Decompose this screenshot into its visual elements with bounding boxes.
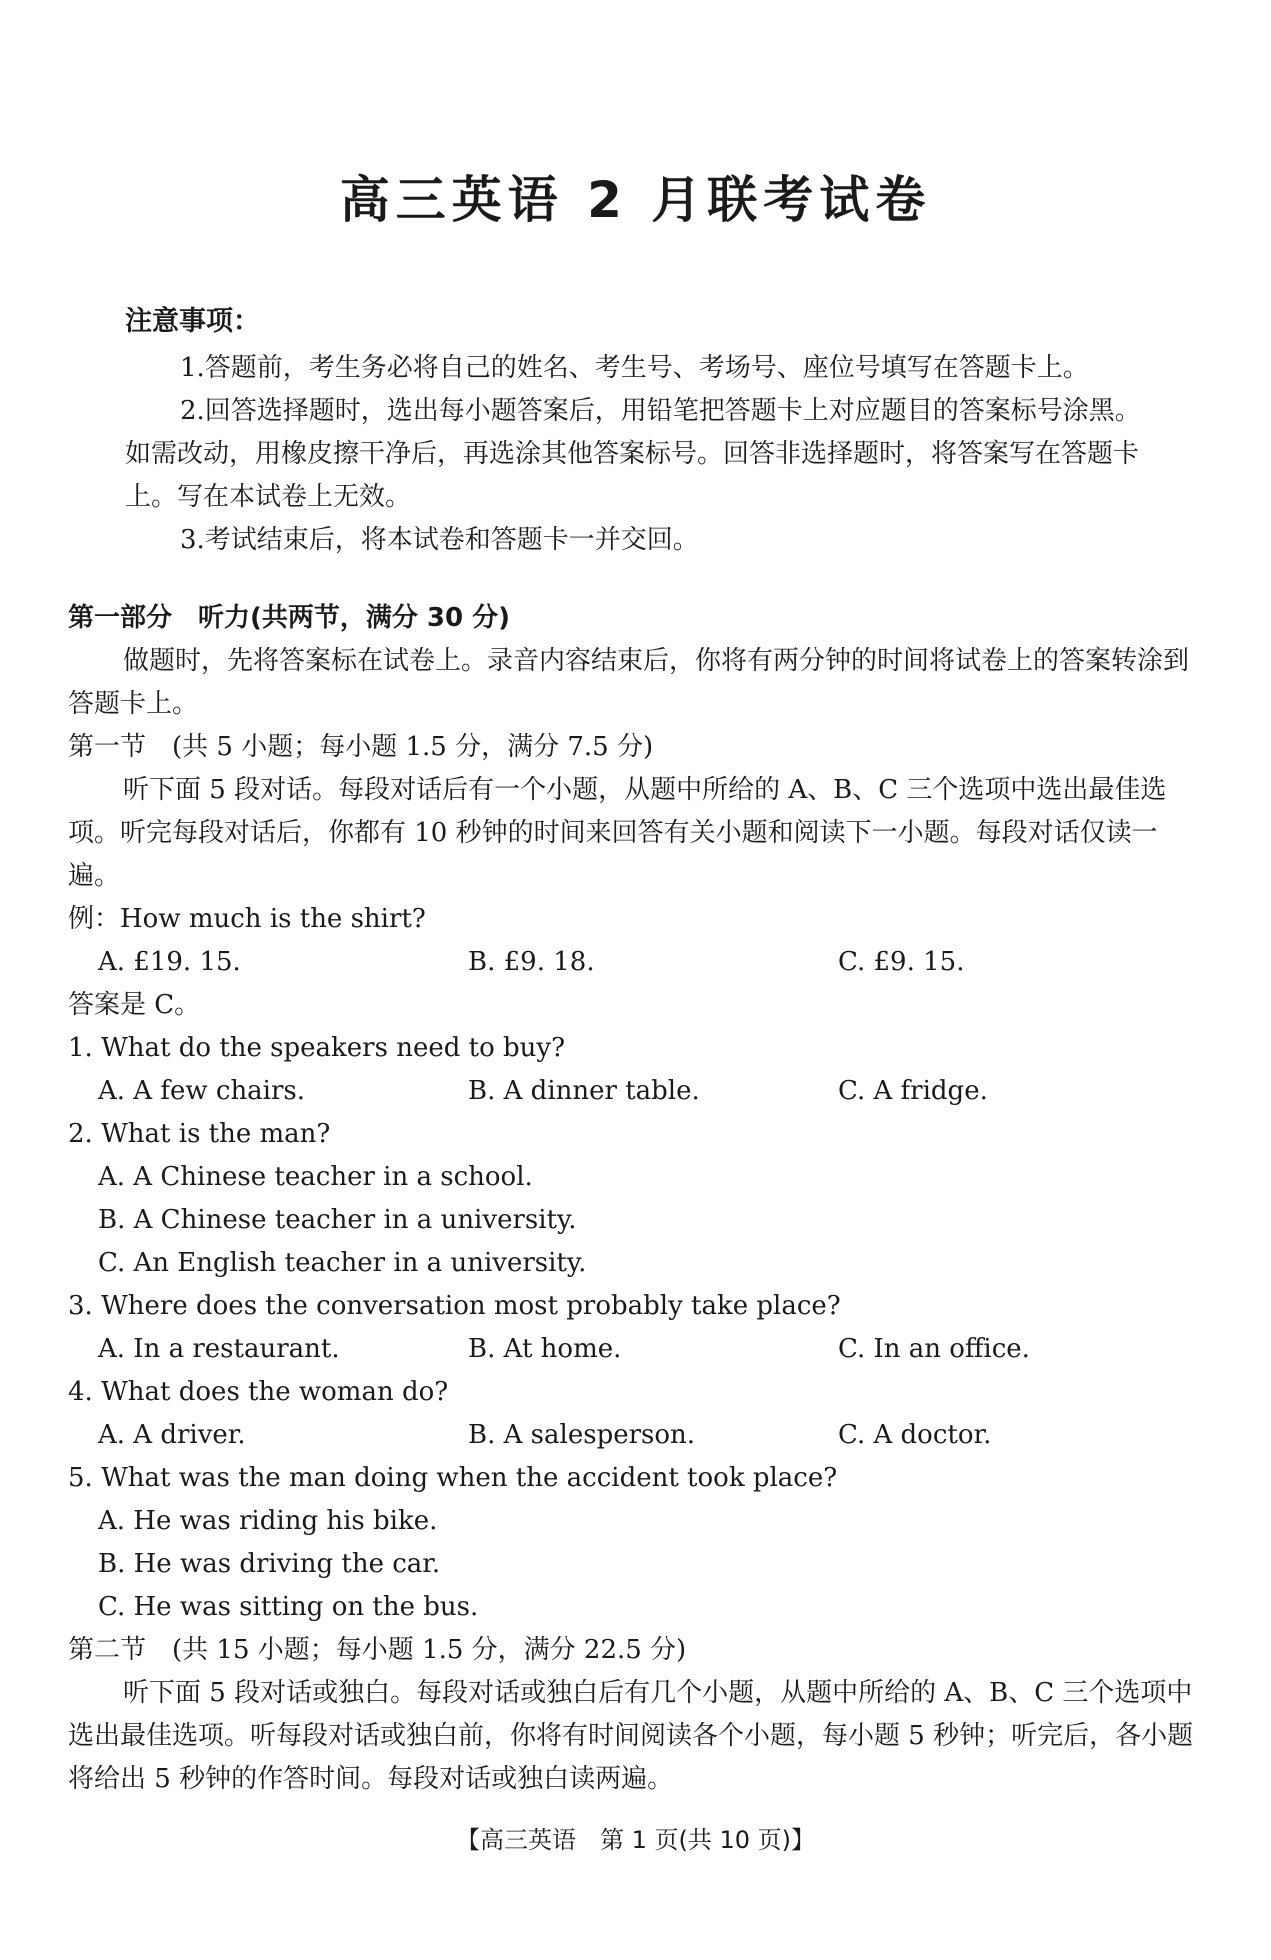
option: A. A driver. bbox=[98, 1420, 246, 1450]
section1-heading: 第一节 (共 5 小题；每小题 1.5 分，满分 7.5 分) bbox=[68, 732, 654, 762]
exam-body bbox=[68, 597, 1203, 1801]
notice-item: 1.答题前，考生务必将自己的姓名、考生号、考场号、座位号填写在答题卡上。 bbox=[180, 353, 1089, 383]
section2-instructions: 听下面 5 段对话或独白。每段对话或独白后有几个小题，从题中所给的 A、B、C 三个选项中选出最佳选项。听每段对话或独白前，你将有时间阅读各个小题，每小题 5 秒钟；听完后，各小题将给出 5 秒钟的作答时间。每段对话或独白读两遍。 bbox=[68, 1678, 1194, 1794]
page-footer: 【高三英语 第 1 页(共 10 页)】 bbox=[455, 1826, 816, 1854]
option: A. A few chairs. bbox=[98, 1076, 306, 1106]
example-question: 例：How much is the shirt? bbox=[68, 904, 426, 934]
example-options bbox=[68, 941, 1203, 984]
option: C. He was sitting on the bus. bbox=[98, 1592, 479, 1622]
option: A. He was riding his bike. bbox=[98, 1506, 438, 1536]
option: B. A Chinese teacher in a university. bbox=[98, 1205, 577, 1235]
option: C. In an office. bbox=[838, 1334, 1030, 1364]
notice-section bbox=[125, 300, 1145, 562]
option: C. £9. 15. bbox=[838, 947, 965, 977]
option: C. A doctor. bbox=[838, 1420, 992, 1450]
page-title: 高三英语 2 月联考试卷 bbox=[339, 171, 932, 229]
section2-heading: 第二节 (共 15 小题；每小题 1.5 分，满分 22.5 分) bbox=[68, 1635, 687, 1665]
question-text: 4. What does the woman do? bbox=[68, 1377, 449, 1407]
question-text: 5. What was the man doing when the accident took place? bbox=[68, 1463, 838, 1493]
example-answer: 答案是 C。 bbox=[68, 990, 201, 1020]
notice-item: 2.回答选择题时，选出每小题答案后，用铅笔把答题卡上对应题目的答案标号涂黑。如需改动，用橡皮擦干净后，再选涂其他答案标号。回答非选择题时，将答案写在答题卡上。写在本试卷上无效。 bbox=[125, 396, 1141, 512]
question-options bbox=[68, 1070, 1203, 1113]
option: C. A fridge. bbox=[838, 1076, 988, 1106]
part1-intro: 做题时，先将答案标在试卷上。录音内容结束后，你将有两分钟的时间将试卷上的答案转涂到答题卡上。 bbox=[68, 646, 1190, 719]
option: A. £19. 15. bbox=[98, 947, 241, 977]
question-options bbox=[68, 1414, 1203, 1457]
question-text: 1. What do the speakers need to buy? bbox=[68, 1033, 566, 1063]
option: B. At home. bbox=[468, 1334, 622, 1364]
part1-heading: 第一部分 听力(共两节，满分 30 分) bbox=[68, 603, 511, 633]
option: C. An English teacher in a university. bbox=[98, 1248, 587, 1278]
notice-item: 3.考试结束后，将本试卷和答题卡一并交回。 bbox=[180, 525, 699, 555]
question-options bbox=[68, 1328, 1203, 1371]
question-text: 2. What is the man? bbox=[68, 1119, 331, 1149]
question-text: 3. Where does the conversation most probably take place? bbox=[68, 1291, 841, 1321]
option: B. A dinner table. bbox=[468, 1076, 700, 1106]
option: B. A salesperson. bbox=[468, 1420, 696, 1450]
notice-heading: 注意事项： bbox=[125, 306, 260, 337]
option: A. A Chinese teacher in a school. bbox=[98, 1162, 533, 1192]
section1-instructions: 听下面 5 段对话。每段对话后有一个小题，从题中所给的 A、B、C 三个选项中选出最佳选项。听完每段对话后，你都有 10 秒钟的时间来回答有关小题和阅读下一小题。每段对话仅读一遍。 bbox=[68, 775, 1167, 891]
option: B. £9. 18. bbox=[468, 947, 595, 977]
option: A. In a restaurant. bbox=[98, 1334, 340, 1364]
option: B. He was driving the car. bbox=[98, 1549, 441, 1579]
